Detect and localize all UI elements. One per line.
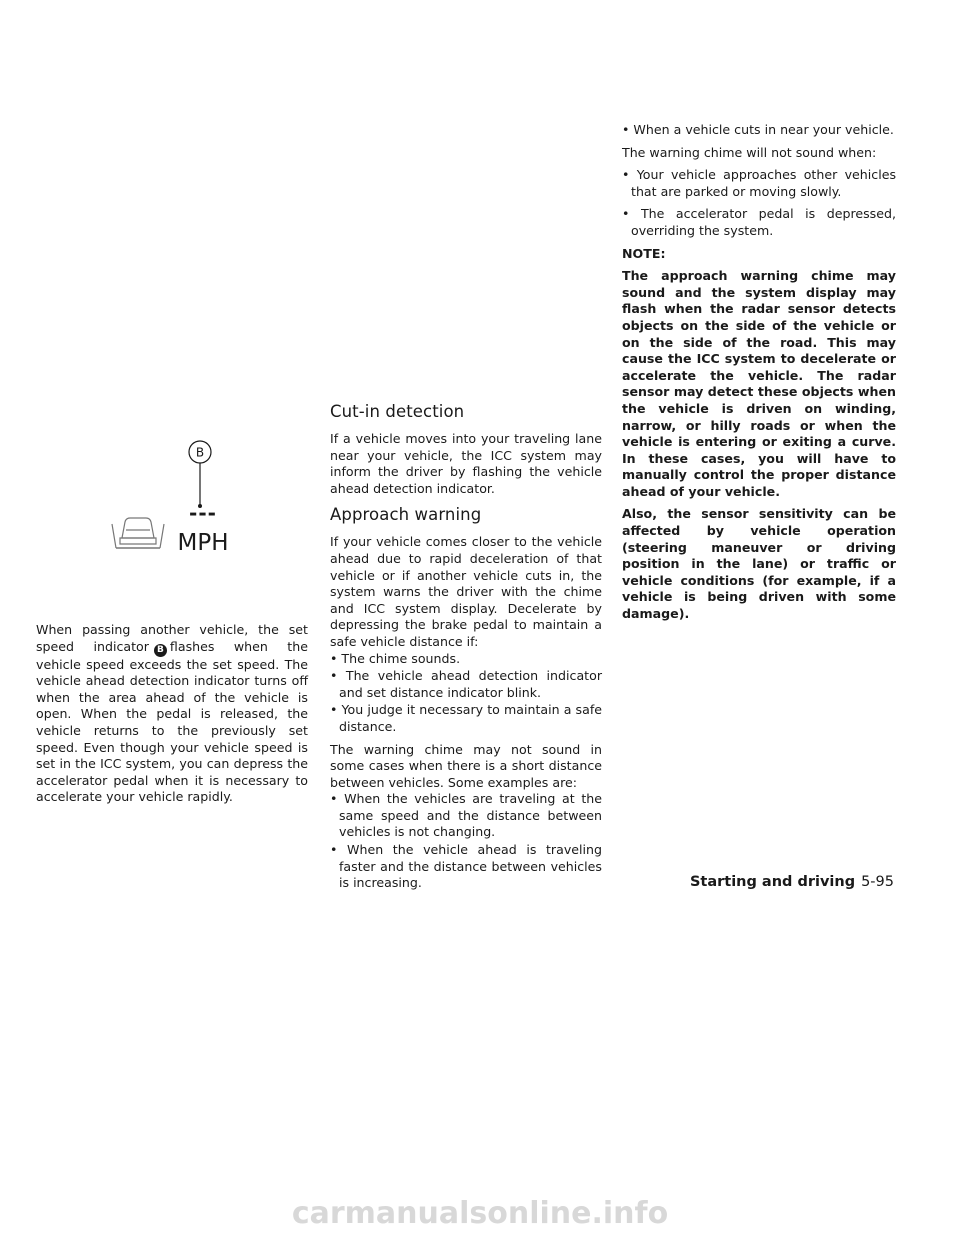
middle-column xyxy=(330,402,602,898)
chime-paragraph: The warning chime may not sound in some cases when there is a short distance between vehicles. Some examples are: xyxy=(330,741,602,790)
note-paragraph-2: Also, the sensor sensitivity can be affected by vehicle operation (steering maneuver or driving position in the lane) or traffic or vehicle conditions (for example, if a vehicle is being driven with some damage). xyxy=(622,506,896,622)
section-title: Starting and driving xyxy=(689,874,856,890)
callout-label: B xyxy=(195,445,205,460)
speed-unit-label: MPH xyxy=(177,530,229,556)
list-item: • The chime sounds. xyxy=(330,650,461,666)
cutin-list xyxy=(622,122,896,139)
nosound-list xyxy=(622,167,896,239)
approach-heading: Approach warning xyxy=(330,505,482,525)
icc-display-illustration xyxy=(108,438,260,568)
approach-list xyxy=(330,651,602,736)
watermark: carmanualsonline.info xyxy=(291,1196,669,1231)
cutin-heading: Cut-in detection xyxy=(330,402,465,421)
page-number: 5-95 xyxy=(861,874,894,890)
right-column xyxy=(622,122,896,629)
note-label: NOTE: xyxy=(622,245,666,261)
list-item: • When the vehicle ahead is traveling faster and the distance between vehicles is increasing. xyxy=(330,842,602,891)
approach-paragraph: If your vehicle comes closer to the vehicle ahead due to rapid deceleration of that vehicle or if another vehicle cuts in, the system warns the driver with the chime and ICC system display. Decelerate by depressing the brake pedal to maintain a safe vehicle distance if: xyxy=(330,534,602,649)
icc-display-figure xyxy=(108,438,260,568)
passing-paragraph: When passing another vehicle, the set speed indicator B flashes when the vehicle speed exceeds the set speed. The vehicle ahead detection indicator turns off when the area ahead of the vehicle is open. When the pedal is released, the vehicle returns to the previously set speed. Even though your vehicle speed is set in the ICC system, you can depress the accelerator pedal when it is necessary to accelerate your vehicle rapidly. xyxy=(36,622,308,805)
nosound-paragraph: The warning chime will not sound when: xyxy=(622,144,877,160)
list-item: • When the vehicles are traveling at the same speed and the distance between vehicles is not changing. xyxy=(330,791,602,840)
list-item: • You judge it necessary to maintain a safe distance. xyxy=(330,702,602,734)
vehicle-ahead-icon xyxy=(112,518,164,548)
page-footer xyxy=(690,874,894,890)
list-item: • The vehicle ahead detection indicator and set distance indicator blink. xyxy=(330,668,602,700)
set-speed-dashes: --- xyxy=(189,501,217,525)
list-item: • Your vehicle approaches other vehicles that are parked or moving slowly. xyxy=(622,167,896,199)
chime-list xyxy=(330,791,602,892)
callout-b-icon: B xyxy=(154,644,167,657)
list-item: • When a vehicle cuts in near your vehicle. xyxy=(622,122,894,137)
list-item: • The accelerator pedal is depressed, overriding the system. xyxy=(622,206,896,238)
cutin-paragraph: If a vehicle moves into your traveling lane near your vehicle, the ICC system may inform the driver by flashing the vehicle ahead detection indicator. xyxy=(330,431,602,496)
left-column xyxy=(36,622,308,812)
note-paragraph-1: The approach warning chime may sound and the system display may flash when the radar sensor detects objects on the side of the vehicle or on the side of the road. This may cause the ICC system to decelerate or accelerate the vehicle. The radar sensor may detect these objects when the vehicle is driven on winding, narrow, or hilly roads or when the vehicle is entering or exiting a curve. In these cases, you will have to manually control the proper distance ahead of your vehicle. xyxy=(622,268,896,499)
